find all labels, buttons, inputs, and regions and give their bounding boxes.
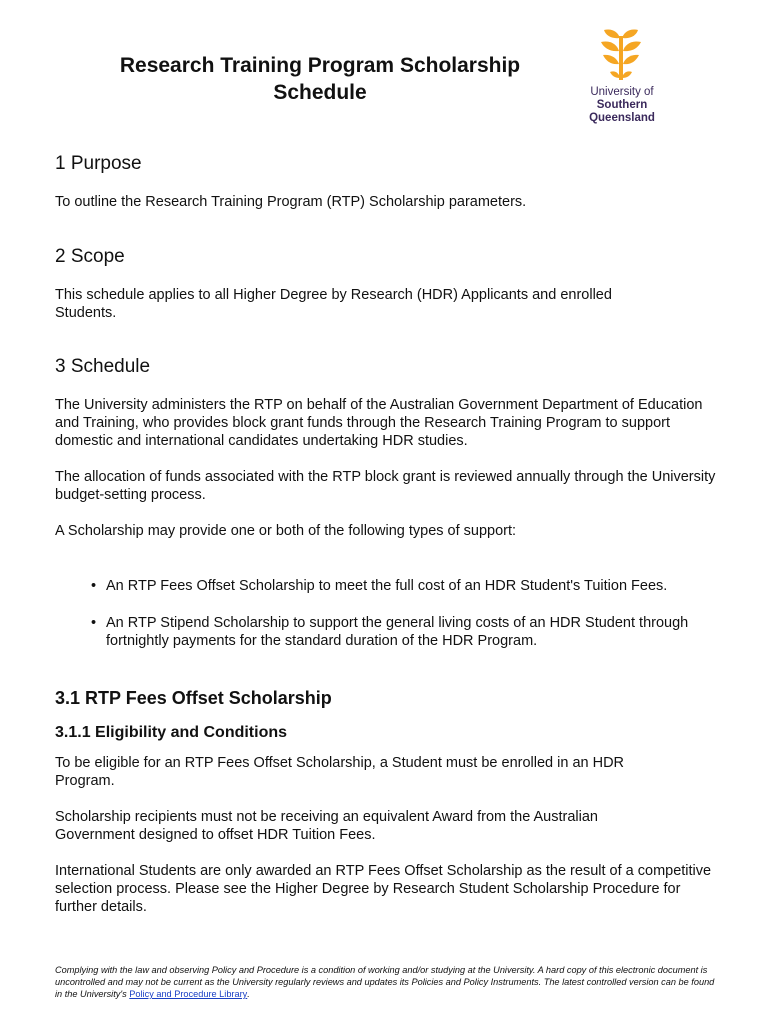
fees-offset-para2: Scholarship recipients must not be receiving an equivalent Award from the Australian Government designed to offset HDR Tuition Fees. <box>55 809 598 843</box>
schedule-para3: A Scholarship may provide one or both of the following types of support: <box>55 523 517 539</box>
fees-offset-para1: To be eligible for an RTP Fees Offset Scholarship, a Student must be enrolled in an HDR Program. <box>55 755 625 789</box>
logo-wordmark <box>584 86 660 125</box>
fees-offset-para3: International Students are only awarded an RTP Fees Offset Scholarship as the result of a competitive selection process. Please see the Higher Degree by Research Student Scholarship Procedure for further details. <box>55 863 712 915</box>
bullet-icon: • <box>91 615 97 631</box>
document-body <box>55 152 720 916</box>
document-title <box>70 52 570 106</box>
purpose-heading: 1 Purpose <box>55 153 142 174</box>
eligibility-subheading: 3.1.1 Eligibility and Conditions <box>55 724 288 741</box>
document-footer <box>55 964 720 1000</box>
footer-end: . <box>247 989 250 999</box>
schedule-para2: The allocation of funds associated with the RTP block grant is reviewed annually through the University budget-setting process. <box>55 469 716 503</box>
list-item <box>55 614 720 650</box>
logo-line3: Queensland <box>589 112 655 124</box>
schedule-para1: The University administers the RTP on behalf of the Australian Government Department of Education and Training, who provides block grant funds through the Research Training Program to support domestic and international candidates undertaking HDR studies. <box>55 397 703 449</box>
logo-line1: University of <box>590 86 654 98</box>
logo-line2: Southern <box>596 99 648 111</box>
purpose-text: To outline the Research Training Program (RTP) Scholarship parameters. <box>55 194 527 210</box>
list-item <box>55 577 720 595</box>
list-item-text: An RTP Stipend Scholarship to support the general living costs of an HDR Student through fortnightly payments for the standard duration of the HDR Program. <box>106 615 689 649</box>
support-types-list <box>55 577 720 650</box>
list-item-text: An RTP Fees Offset Scholarship to meet the full cost of an HDR Student's Tuition Fees. <box>106 578 668 594</box>
scope-heading: 2 Scope <box>55 246 125 267</box>
document-title-line1: Research Training Program Scholarship <box>119 54 521 77</box>
document-title-line2: Schedule <box>273 81 367 104</box>
schedule-heading: 3 Schedule <box>55 356 151 377</box>
footer-text: Complying with the law and observing Policy and Procedure is a condition of working and/or studying at the University. A hard copy of this electronic document is uncontrolled and may not be current as the University regularly reviews and updates its Policies and Policy Instruments. The latest controlled version can be found in the University's <box>55 965 715 999</box>
university-logo <box>584 26 660 124</box>
leaf-emblem-icon <box>598 26 644 82</box>
scope-text: This schedule applies to all Higher Degree by Research (HDR) Applicants and enrolled Students. <box>55 287 612 321</box>
policy-library-link[interactable]: Policy and Procedure Library <box>129 989 248 999</box>
bullet-icon: • <box>91 578 97 594</box>
fees-offset-heading: 3.1 RTP Fees Offset Scholarship <box>55 688 332 708</box>
